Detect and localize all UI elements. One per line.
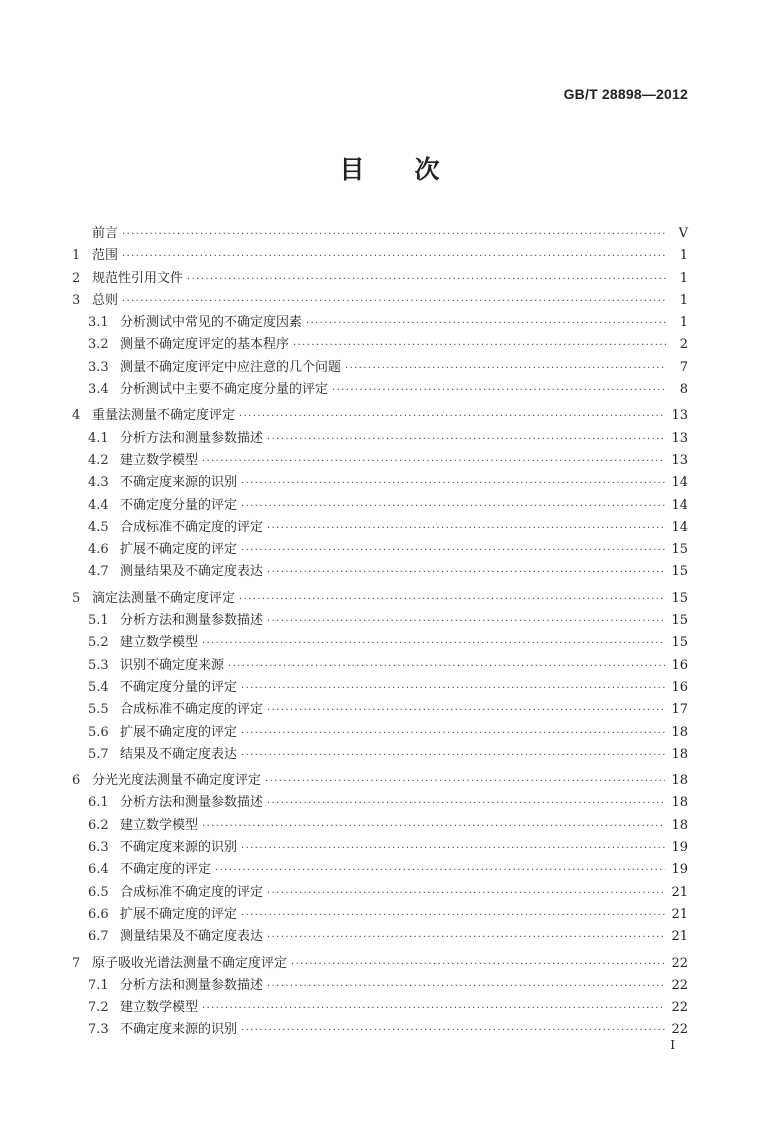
toc-section-entry[interactable] (72, 609, 688, 631)
toc-entry-page: 2 (679, 337, 688, 353)
toc-section-entry[interactable] (72, 449, 688, 471)
toc-entry-number: 5.2 (88, 635, 109, 651)
toc-entry-page: 13 (671, 452, 688, 468)
toc-chapter-entry[interactable] (72, 952, 688, 974)
toc-section-entry[interactable] (72, 560, 688, 582)
toc-section-entry[interactable] (72, 836, 688, 858)
toc-entry-page: 16 (671, 657, 688, 673)
toc-chapter-entry[interactable] (72, 587, 688, 609)
toc-section-entry[interactable] (72, 654, 688, 676)
dot-leader (345, 363, 666, 374)
toc-entry-number: 6.2 (88, 817, 109, 833)
toc-entry-page: 15 (671, 542, 688, 558)
toc-entry-page: 13 (671, 430, 688, 446)
dot-leader (241, 728, 665, 739)
toc-entry-label: 前言 (92, 226, 119, 241)
dot-leader (239, 411, 665, 422)
toc-entry-label: 测量结果及不确定度表达 (120, 929, 264, 945)
toc-entry-number: 3.4 (88, 382, 109, 398)
toc-entry-label: 建立数学模型 (120, 452, 199, 468)
dot-leader (241, 1025, 665, 1036)
dot-leader (122, 296, 666, 307)
toc-entry-number: 1 (72, 248, 81, 264)
toc-section-entry[interactable] (72, 427, 688, 449)
toc-section-entry[interactable] (72, 311, 688, 333)
toc-entry-page: 8 (679, 382, 688, 398)
toc-entry-label: 分析方法和测量参数描述 (120, 795, 264, 811)
table-of-contents (72, 222, 688, 1041)
toc-section-entry[interactable] (72, 814, 688, 836)
dot-leader (241, 478, 665, 489)
toc-entry-number: 4.6 (88, 542, 109, 558)
dot-leader (215, 865, 665, 876)
toc-entry-page: 14 (671, 475, 688, 491)
toc-entry-label: 不确定度来源的识别 (120, 1022, 238, 1038)
dot-leader (267, 523, 665, 534)
toc-entry-label: 测量结果及不确定度表达 (120, 564, 264, 580)
toc-section-entry[interactable] (72, 494, 688, 516)
toc-entry-number: 6.3 (88, 840, 109, 856)
toc-entry-page: 15 (671, 635, 688, 651)
toc-chapter-entry[interactable] (72, 769, 688, 791)
toc-entry-number: 2 (72, 270, 81, 286)
toc-section-entry[interactable] (72, 925, 688, 947)
toc-entry-page: 14 (671, 519, 688, 535)
dot-leader (122, 251, 666, 262)
toc-entry-number: 5.7 (88, 746, 109, 762)
toc-entry-page: 14 (671, 497, 688, 513)
toc-entry-label: 扩展不确定度的评定 (120, 724, 238, 740)
toc-entry-number: 5.1 (88, 613, 109, 629)
toc-entry-number: 4.5 (88, 519, 109, 535)
toc-entry-page: 22 (671, 1000, 688, 1016)
standard-code: GB/T 28898—2012 (563, 86, 688, 102)
toc-entry-page: 17 (671, 702, 688, 718)
toc-entry-page: 15 (671, 613, 688, 629)
toc-section-entry[interactable] (72, 471, 688, 493)
dot-leader (241, 545, 665, 556)
toc-entry-page: 18 (671, 724, 688, 740)
toc-section-entry[interactable] (72, 378, 688, 400)
toc-entry-label: 建立数学模型 (120, 1000, 199, 1016)
toc-entry-label: 扩展不确定度的评定 (120, 906, 238, 922)
dot-leader (267, 434, 665, 445)
toc-entry-page: 1 (679, 315, 688, 331)
toc-entry-label: 测量不确定度评定中应注意的几个问题 (120, 359, 342, 375)
toc-entry-label: 不确定度来源的识别 (120, 840, 238, 856)
toc-entry-page: 21 (671, 906, 688, 922)
toc-entry-page: 18 (671, 817, 688, 833)
toc-entry-page: 22 (671, 977, 688, 993)
toc-section-entry[interactable] (72, 791, 688, 813)
toc-entry-label: 合成标准不确定度的评定 (120, 884, 264, 900)
toc-section-entry[interactable] (72, 903, 688, 925)
toc-entry-page: 22 (671, 1022, 688, 1038)
toc-entry-number: 4 (72, 408, 81, 424)
toc-entry-number: 3 (72, 292, 81, 308)
toc-section-entry[interactable] (72, 721, 688, 743)
toc-section-entry[interactable] (72, 974, 688, 996)
toc-entry-page: 21 (671, 929, 688, 945)
toc-entry-page: 18 (671, 746, 688, 762)
toc-entry-page: 15 (671, 564, 688, 580)
toc-entry-number: 4.2 (88, 452, 109, 468)
toc-entry-number: 6.4 (88, 862, 109, 878)
toc-entry-label: 原子吸收光谱法测量不确定度评定 (92, 955, 288, 971)
toc-entry-number: 6.6 (88, 906, 109, 922)
dot-leader (241, 683, 665, 694)
toc-entry-label: 不确定度来源的识别 (120, 475, 238, 491)
toc-entry-number: 3.3 (88, 359, 109, 375)
toc-entry-number: 6.5 (88, 884, 109, 900)
dot-leader (267, 981, 665, 992)
toc-section-entry[interactable] (72, 333, 688, 355)
dot-leader (332, 385, 666, 396)
toc-entry-page: 15 (671, 590, 688, 606)
dot-leader (241, 750, 665, 761)
toc-section-entry[interactable] (72, 356, 688, 378)
toc-entry-page: 18 (671, 773, 688, 789)
toc-entry-number: 3.1 (88, 315, 109, 331)
toc-entry-label: 合成标准不确定度的评定 (120, 702, 264, 718)
dot-leader (202, 821, 665, 832)
toc-entry-label: 不确定度分量的评定 (120, 497, 238, 513)
toc-entry-label: 不确定度分量的评定 (120, 679, 238, 695)
toc-entry-number: 3.2 (88, 337, 109, 353)
toc-entry-number: 7 (72, 955, 81, 971)
toc-entry-label: 分析方法和测量参数描述 (120, 430, 264, 446)
dot-leader (202, 638, 665, 649)
toc-entry-page: 16 (671, 679, 688, 695)
toc-entry-page: 1 (679, 248, 688, 264)
toc-entry-label: 分光光度法测量不确定度评定 (92, 773, 262, 789)
toc-entry-number: 5.4 (88, 679, 109, 695)
toc-chapter-entry[interactable] (72, 244, 688, 266)
toc-chapter-entry[interactable] (72, 289, 688, 311)
toc-entry-number: 4.7 (88, 564, 109, 580)
toc-section-entry[interactable] (72, 631, 688, 653)
dot-leader (122, 229, 666, 240)
toc-entry-page: 1 (679, 292, 688, 308)
dot-leader (241, 501, 665, 512)
page-title: 目 次 (339, 155, 440, 184)
toc-entry-number: 6.7 (88, 929, 109, 945)
toc-entry-page: 7 (679, 359, 688, 375)
toc-entry-number: 5.5 (88, 702, 109, 718)
dot-leader (241, 843, 665, 854)
dot-leader (267, 798, 665, 809)
toc-chapter-entry[interactable] (72, 222, 688, 244)
toc-entry-number: 5.3 (88, 657, 109, 673)
toc-section-entry[interactable] (72, 1018, 688, 1040)
toc-entry-page: 18 (671, 795, 688, 811)
toc-entry-label: 不确定度的评定 (120, 862, 212, 878)
toc-entry-page: 19 (671, 840, 688, 856)
toc-entry-label: 分析方法和测量参数描述 (120, 977, 264, 993)
toc-entry-label: 建立数学模型 (120, 817, 199, 833)
toc-entry-number: 4.3 (88, 475, 109, 491)
page-number: Ⅰ (670, 1038, 675, 1052)
toc-chapter-entry[interactable] (72, 404, 688, 426)
dot-leader (306, 318, 666, 329)
toc-entry-label: 规范性引用文件 (92, 270, 184, 286)
dot-leader (202, 456, 665, 467)
toc-entry-label: 重量法测量不确定度评定 (92, 408, 236, 424)
toc-entry-label: 分析测试中主要不确定度分量的评定 (120, 382, 329, 398)
toc-entry-label: 测量不确定度评定的基本程序 (120, 337, 290, 353)
toc-entry-label: 扩展不确定度的评定 (120, 542, 238, 558)
dot-leader (267, 888, 665, 899)
toc-section-entry[interactable] (72, 881, 688, 903)
toc-section-entry[interactable] (72, 516, 688, 538)
toc-entry-number: 6.1 (88, 795, 109, 811)
toc-entry-number: 5.6 (88, 724, 109, 740)
dot-leader (265, 776, 665, 787)
toc-entry-label: 合成标准不确定度的评定 (120, 519, 264, 535)
toc-section-entry[interactable] (72, 996, 688, 1018)
toc-entry-label: 滴定法测量不确定度评定 (92, 590, 236, 606)
dot-leader (293, 340, 666, 351)
toc-entry-number: 5 (72, 590, 81, 606)
toc-entry-label: 结果及不确定度表达 (120, 746, 238, 762)
dot-leader (241, 910, 665, 921)
toc-entry-label: 建立数学模型 (120, 635, 199, 651)
toc-section-entry[interactable] (72, 538, 688, 560)
dot-leader (187, 274, 666, 285)
toc-entry-page: 13 (671, 408, 688, 424)
dot-leader (202, 1003, 665, 1014)
toc-section-entry[interactable] (72, 743, 688, 765)
toc-entry-label: 总则 (92, 292, 119, 308)
toc-entry-label: 分析测试中常见的不确定度因素 (120, 315, 303, 331)
toc-entry-label: 范围 (92, 248, 119, 264)
toc-entry-page: Ⅴ (678, 226, 688, 241)
dot-leader (267, 932, 665, 943)
dot-leader (291, 959, 665, 970)
dot-leader (267, 616, 665, 627)
toc-entry-page: 1 (679, 270, 688, 286)
toc-section-entry[interactable] (72, 698, 688, 720)
toc-entry-page: 22 (671, 955, 688, 971)
toc-entry-label: 分析方法和测量参数描述 (120, 613, 264, 629)
toc-chapter-entry[interactable] (72, 267, 688, 289)
toc-entry-number: 7.3 (88, 1022, 109, 1038)
dot-leader (267, 567, 665, 578)
dot-leader (267, 705, 665, 716)
toc-entry-number: 4.4 (88, 497, 109, 513)
toc-entry-number: 6 (72, 773, 81, 789)
toc-entry-page: 21 (671, 884, 688, 900)
dot-leader (239, 594, 665, 605)
toc-section-entry[interactable] (72, 858, 688, 880)
toc-entry-label: 识别不确定度来源 (120, 657, 225, 673)
toc-section-entry[interactable] (72, 676, 688, 698)
toc-entry-number: 4.1 (88, 430, 109, 446)
dot-leader (228, 661, 665, 672)
toc-entry-page: 19 (671, 862, 688, 878)
toc-entry-number: 7.2 (88, 1000, 109, 1016)
toc-entry-number: 7.1 (88, 977, 109, 993)
